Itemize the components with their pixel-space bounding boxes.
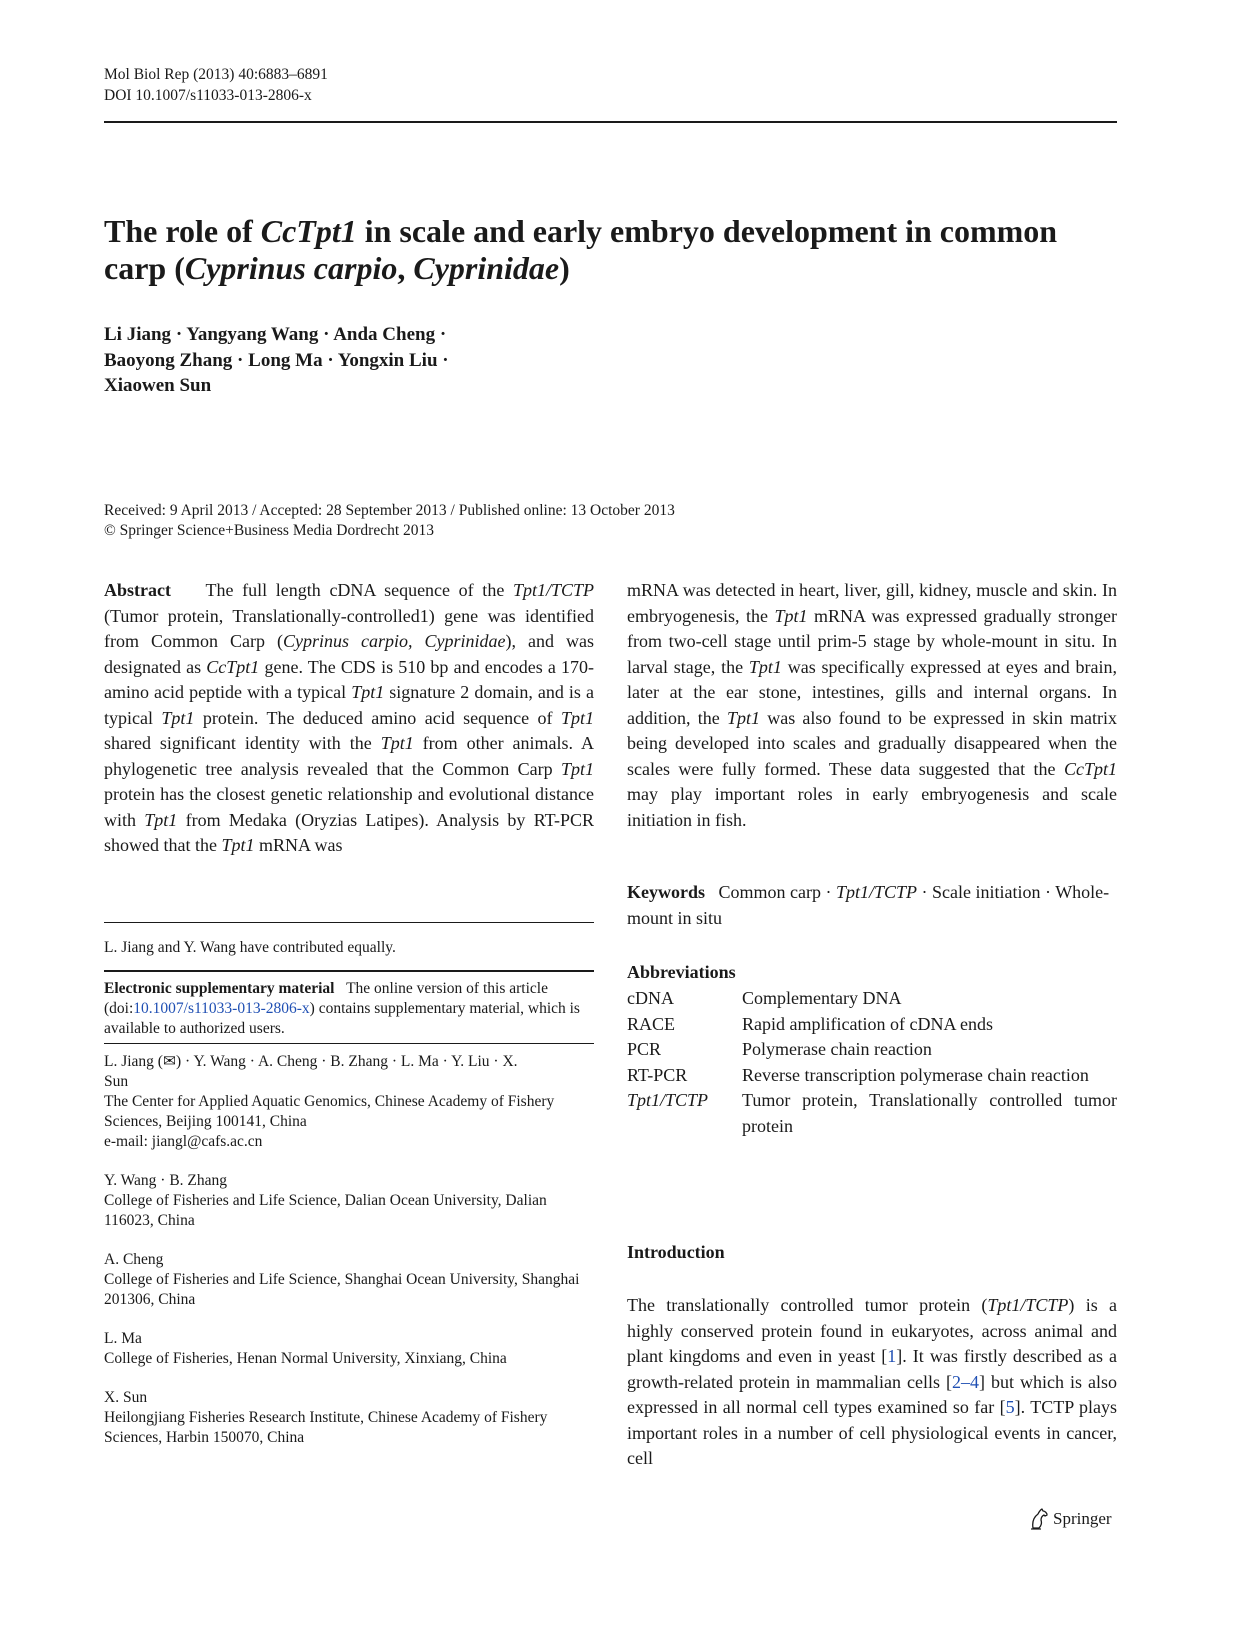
author-separator: · [435,324,447,345]
title-text: ) [559,250,570,286]
keywords-label: Keywords [627,882,705,902]
esm-text: ) contains supplementary material, which is available to authorized users. [104,1000,580,1037]
abstract-label: Abstract [104,580,171,600]
affiliation-institution: College of Fisheries, Henan Normal University, Xinxiang, China [104,1350,507,1367]
abstract-text: shared significant identity with the [104,733,381,753]
abstract-term: Tpt1 [161,707,195,728]
header-rule [104,121,1117,123]
author-separator: · [318,324,334,345]
abbreviation-row [627,1037,1117,1063]
abstract-text: was also found to be expressed in skin matrix being developed into scales and gradually disappeared when the scales were fully formed. These data suggested that the [627,707,1118,779]
affiliation-institution: College of Fisheries and Life Science, Shanghai Ocean University, Shanghai 201306, China [104,1271,580,1308]
abstract-term: Tpt1 [380,733,414,753]
abstract-term: CcTpt1 [206,656,260,677]
affiliation-names: A. Cheng [104,1251,164,1268]
abstract-term: Tpt1 [726,707,760,728]
author-name: Li Jiang [104,324,172,345]
abstract-text: was specifically expressed at eyes and brain, later at the ear stone, intestines, gills and internal organs. In addition, the [627,656,1118,728]
abstract-text: (Tumor protein, Translationally-controlled1) gene was identified from Common Carp ( [104,605,594,651]
keyword-separator: · [917,882,933,902]
abstract-term: Tpt1 [351,682,385,702]
abbreviation-term: PCR [627,1039,662,1059]
abbreviations-title: Abbreviations [627,962,736,982]
reference-dash: – [960,1371,970,1392]
title-text: in scale and early embryo development in common carp ( [104,213,1058,286]
publisher-name: Springer [1053,1509,1112,1528]
abstract-term: Tpt1 [748,656,782,677]
introduction-paragraph [627,1293,1117,1472]
abstract-term: Tpt1 [144,809,178,830]
affiliations [104,1052,594,1448]
author-name: Yongxin Liu [337,349,438,371]
abstract-term: Tpt1/TCTP [512,580,594,600]
abbreviation-definition: Rapid amplification of cDNA ends [742,1013,993,1034]
abstract-term: Tpt1 [774,605,808,626]
author-name: Long Ma [248,349,323,371]
affiliation-institution: The Center for Applied Aquatic Genomics, Chinese Academy of Fishery Sciences, Beijing 100141, China [104,1093,555,1130]
keyword: Tpt1/TCTP [835,882,918,902]
abstract-text: gene. The CDS is 510 bp and encodes a 170-amino acid peptide with a typical [104,656,595,702]
abbreviation-row [627,1012,1117,1038]
footnote-rule [104,922,594,923]
abbreviation-row [627,1063,1117,1089]
keyword-separator: · [1040,882,1056,902]
abbreviation-term: RT-PCR [627,1064,688,1085]
footnote-rule [104,1043,594,1044]
abbreviations-list [627,986,1117,1139]
author-name: Xiaowen Sun [104,375,212,396]
journal-header [104,64,328,106]
abstract-term: CcTpt1 [1063,758,1117,779]
reference-link[interactable]: 4 [969,1371,979,1392]
author-name: Anda Cheng [333,324,436,345]
intro-text: ]. TCTP plays important roles in a number of cell physiological events in cancer, cell [627,1397,1117,1468]
intro-text: ] but which is also expressed in all normal cell types examined so far [ [627,1371,1117,1417]
author-name: Baoyong Zhang [104,349,233,371]
reference-link[interactable]: 5 [1005,1397,1015,1417]
abstract-text: mRNA was detected in heart, liver, gill, kidney, muscle and skin. In embryogenesis, the [627,580,1117,626]
keyword-separator: · [820,882,836,902]
abstract-text: signature 2 domain, and is a typical [104,682,594,728]
intro-text: ]. It was firstly described as a growth-related protein in mammalian cells [ [627,1346,1117,1392]
intro-text: ) is a highly conserved protein found in eukaryotes, across animal and plant kingdoms and even in yeast [ [627,1295,1117,1366]
abstract-text: mRNA was [259,835,343,855]
abbreviation-definition: Polymerase chain reaction [742,1039,932,1059]
abbreviation-row [627,986,1117,1012]
esm-text: The online version of this article (doi: [104,980,548,1017]
reference-link[interactable]: 1 [887,1346,897,1366]
affiliation-names: X. Sun [104,1389,148,1406]
abstract-part-1 [104,578,594,859]
abstract-term: Tpt1 [221,835,255,855]
affiliation-email[interactable]: e-mail: jiangl@cafs.ac.cn [104,1133,263,1150]
abstract-term: Tpt1 [560,707,594,728]
introduction-heading: Introduction [627,1242,725,1262]
abstract-text: protein has the closest genetic relationship and evolutional distance with [104,784,594,830]
intro-term: Tpt1/TCTP [987,1295,1069,1315]
publication-dates [104,501,1117,541]
keywords [627,880,1117,931]
keyword: Whole-mount in situ [627,882,1110,928]
author-list [104,322,824,399]
author-separator: · [322,349,338,371]
affiliation-institution: College of Fisheries and Life Science, Dalian Ocean University, Dalian 116023, China [104,1192,547,1229]
abstract-part-2 [627,578,1117,833]
esm-label: Electronic supplementary material [104,980,335,997]
keyword: Common carp [718,882,821,902]
footnote-rule [104,970,594,972]
abstract-text: from Medaka (Oryzias Latipes). Analysis by RT-PCR showed that the [104,809,594,855]
abstract-text: from other animals. A phylogenetic tree analysis revealed that the Common Carp [104,733,594,779]
springer-horse-icon [1029,1508,1049,1530]
esm-doi-link[interactable]: 10.1007/s11033-013-2806-x [133,1000,310,1017]
abstract-term: Tpt1 [560,758,594,779]
equal-contribution-note [104,938,594,958]
author-separator: · [232,349,249,371]
article-title [104,213,1064,287]
abstract-text: ), and was designated as [104,631,595,677]
intro-text: The translationally controlled tumor protein ( [627,1295,988,1315]
title-gene: CcTpt1 [260,213,357,249]
author-name: Yangyang Wang [186,324,319,345]
abstract-text: mRNA was expressed gradually stronger from two-cell stage until prim-5 stage by whole-mount in situ. In larval stage, the [627,605,1118,677]
title-family: Cyprinidae [413,250,560,286]
title-text: , [397,250,414,286]
publisher-logo [1029,1508,1112,1530]
abbreviation-term: cDNA [627,988,674,1008]
affiliation-names: Y. Wang · B. Zhang [104,1172,228,1189]
received-accepted-published: Received: 9 April 2013 / Accepted: 28 September 2013 / Published online: 13 October 2013 [104,502,675,519]
equal-contribution-text: L. Jiang and Y. Wang have contributed equally. [104,939,396,956]
abbreviation-row [627,1088,1117,1139]
journal-citation: Mol Biol Rep (2013) 40:6883–6891 [104,66,328,83]
reference-link[interactable]: 2 [951,1371,961,1392]
affiliation-institution: Heilongjiang Fisheries Research Institute, Chinese Academy of Fishery Sciences, Harbin 150070, China [104,1409,548,1446]
abbreviation-definition: Complementary DNA [742,988,902,1008]
affiliation-names: L. Ma [104,1330,142,1347]
affiliation-names: L. Jiang (✉) · Y. Wang · A. Cheng · B. Zhang · L. Ma · Y. Liu · X. Sun [104,1053,518,1090]
copyright-line: © Springer Science+Business Media Dordrecht 2013 [104,522,435,539]
abstract-text: protein. The deduced amino acid sequence of [194,707,561,728]
journal-doi: DOI 10.1007/s11033-013-2806-x [104,87,312,104]
abbreviation-definition: Tumor protein, Translationally controlled tumor protein [742,1090,1117,1136]
title-text: The role of [104,213,261,249]
abbreviation-term: RACE [627,1013,676,1034]
supplementary-note [104,979,594,1039]
author-separator: · [437,349,449,371]
keyword: Scale initiation [932,882,1041,902]
abstract-text: The full length cDNA sequence of the [205,580,513,600]
abstract-text: may play important roles in early embryogenesis and scale initiation in fish. [627,784,1117,830]
abbreviation-term: Tpt1/TCTP [627,1090,709,1110]
author-separator: · [171,324,187,345]
abbreviation-definition: Reverse transcription polymerase chain reaction [742,1064,1089,1085]
abstract-term: Cyprinus carpio, Cyprinidae [283,631,506,651]
title-species: Cyprinus carpio [184,250,398,286]
